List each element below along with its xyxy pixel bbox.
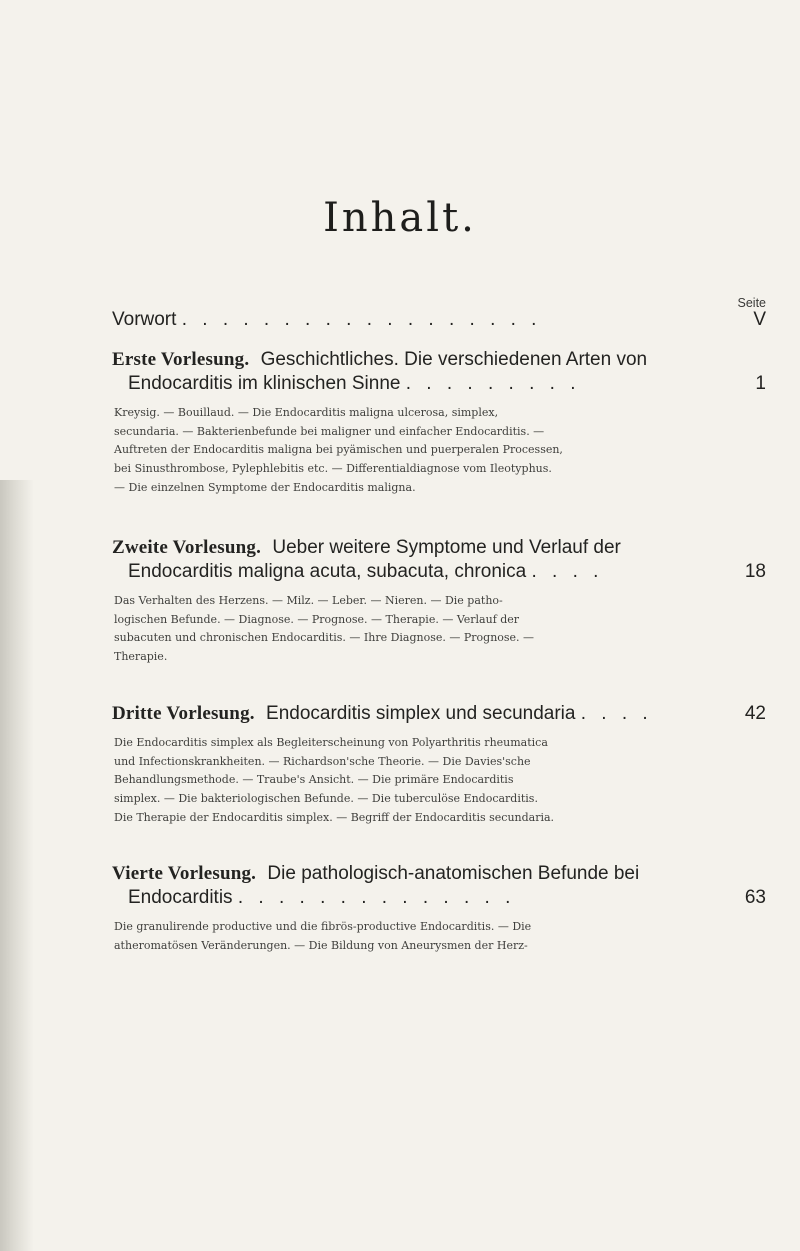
toc-entry-preface xyxy=(112,308,766,332)
toc-entry-lecture-1 xyxy=(112,348,766,498)
page-number: V xyxy=(753,309,766,330)
lecture-title: Ueber weitere Symptome und Verlauf der xyxy=(272,537,621,558)
page-binding-shadow xyxy=(0,480,34,1251)
leader-dots: . . . . xyxy=(531,561,604,582)
lecture-title: Geschichtliches. Die verschiedenen Arten von xyxy=(260,349,648,370)
leader-dots: . . . . . . . . . xyxy=(405,373,581,394)
toc-line xyxy=(112,348,766,372)
lecture-summary xyxy=(112,918,754,955)
page-column-header: Seite xyxy=(737,296,766,310)
toc-line xyxy=(112,862,766,886)
page-number: 42 xyxy=(744,703,766,724)
page-number: 1 xyxy=(755,373,766,394)
summary-line: Die granulirende productive und die fibrös-productive Endocarditis. — Die xyxy=(114,920,532,933)
summary-line: und Infectionskrankheiten. — Richardson'sche Theorie. — Die Davies'sche xyxy=(114,754,531,768)
toc-line xyxy=(112,702,766,726)
summary-line: Therapie. xyxy=(114,650,168,664)
preface-label: Vorwort xyxy=(112,309,177,330)
leader-dots: . . . . xyxy=(580,703,653,724)
summary-line: secundaria. — Bakterienbefunde bei maligner und einfacher Endocarditis. — xyxy=(114,424,545,438)
lecture-title-continued: Endocarditis xyxy=(128,887,233,908)
lecture-title-continued: Endocarditis maligna acuta, subacuta, chronica xyxy=(128,561,527,582)
toc-entry-lecture-2 xyxy=(112,536,766,667)
page-number: 18 xyxy=(744,561,766,582)
leader-dots: . . . . . . . . . . . . . . xyxy=(237,887,516,908)
lecture-summary xyxy=(112,404,754,498)
lecture-summary xyxy=(112,592,754,667)
summary-line: Behandlungsmethode. — Traube's Ansicht. — Die primäre Endocarditis xyxy=(114,773,514,787)
lecture-title: Endocarditis simplex und secundaria xyxy=(266,703,576,724)
summary-line: subacuten und chronischen Endocarditis. — Ihre Diagnose. — Prognose. — xyxy=(114,631,535,645)
lecture-title: Die pathologisch-anatomischen Befunde bei xyxy=(267,863,640,884)
toc-line xyxy=(112,886,766,910)
summary-line: logischen Befunde. — Diagnose. — Prognose. — Therapie. — Verlauf der xyxy=(114,612,520,626)
lecture-title-continued: Endocarditis im klinischen Sinne xyxy=(128,373,401,394)
summary-line: bei Sinusthrombose, Pylephlebitis etc. — Differentialdiagnose vom Ileotyphus. xyxy=(114,462,552,476)
leader-dots: . . . . . . . . . . . . . . . . . . xyxy=(181,309,542,330)
toc-line xyxy=(112,560,766,584)
summary-line: Kreysig. — Bouillaud. — Die Endocarditis maligna ulcerosa, simplex, xyxy=(114,406,499,419)
page-number: 63 xyxy=(744,887,766,908)
lecture-number: Erste Vorlesung. xyxy=(112,349,250,370)
toc-entry-lecture-3 xyxy=(112,702,766,828)
toc-line xyxy=(112,536,766,560)
toc-entry-lecture-4 xyxy=(112,862,766,955)
summary-line: atheromatösen Veränderungen. — Die Bildung von Aneurysmen der Herz- xyxy=(114,938,528,952)
lecture-number: Dritte Vorlesung. xyxy=(112,703,255,724)
summary-line: Die Endocarditis simplex als Begleiterscheinung von Polyarthritis rheumatica xyxy=(114,736,548,749)
lecture-number: Vierte Vorlesung. xyxy=(112,863,257,884)
page-title: Inhalt. xyxy=(323,195,477,241)
summary-line: Die Therapie der Endocarditis simplex. — Begriff der Endocarditis secundaria. xyxy=(114,810,555,824)
toc-line xyxy=(112,308,766,332)
summary-line: simplex. — Die bakteriologischen Befunde. — Die tuberculöse Endocarditis. xyxy=(114,792,538,806)
summary-line: Auftreten der Endocarditis maligna bei pyämischen und puerperalen Processen, xyxy=(114,443,563,457)
toc-line xyxy=(112,372,766,396)
summary-line: Das Verhalten des Herzens. — Milz. — Leber. — Nieren. — Die patho- xyxy=(114,594,503,607)
summary-line: — Die einzelnen Symptome der Endocarditis maligna. xyxy=(114,480,416,494)
lecture-summary xyxy=(112,734,754,828)
lecture-number: Zweite Vorlesung. xyxy=(112,537,262,558)
